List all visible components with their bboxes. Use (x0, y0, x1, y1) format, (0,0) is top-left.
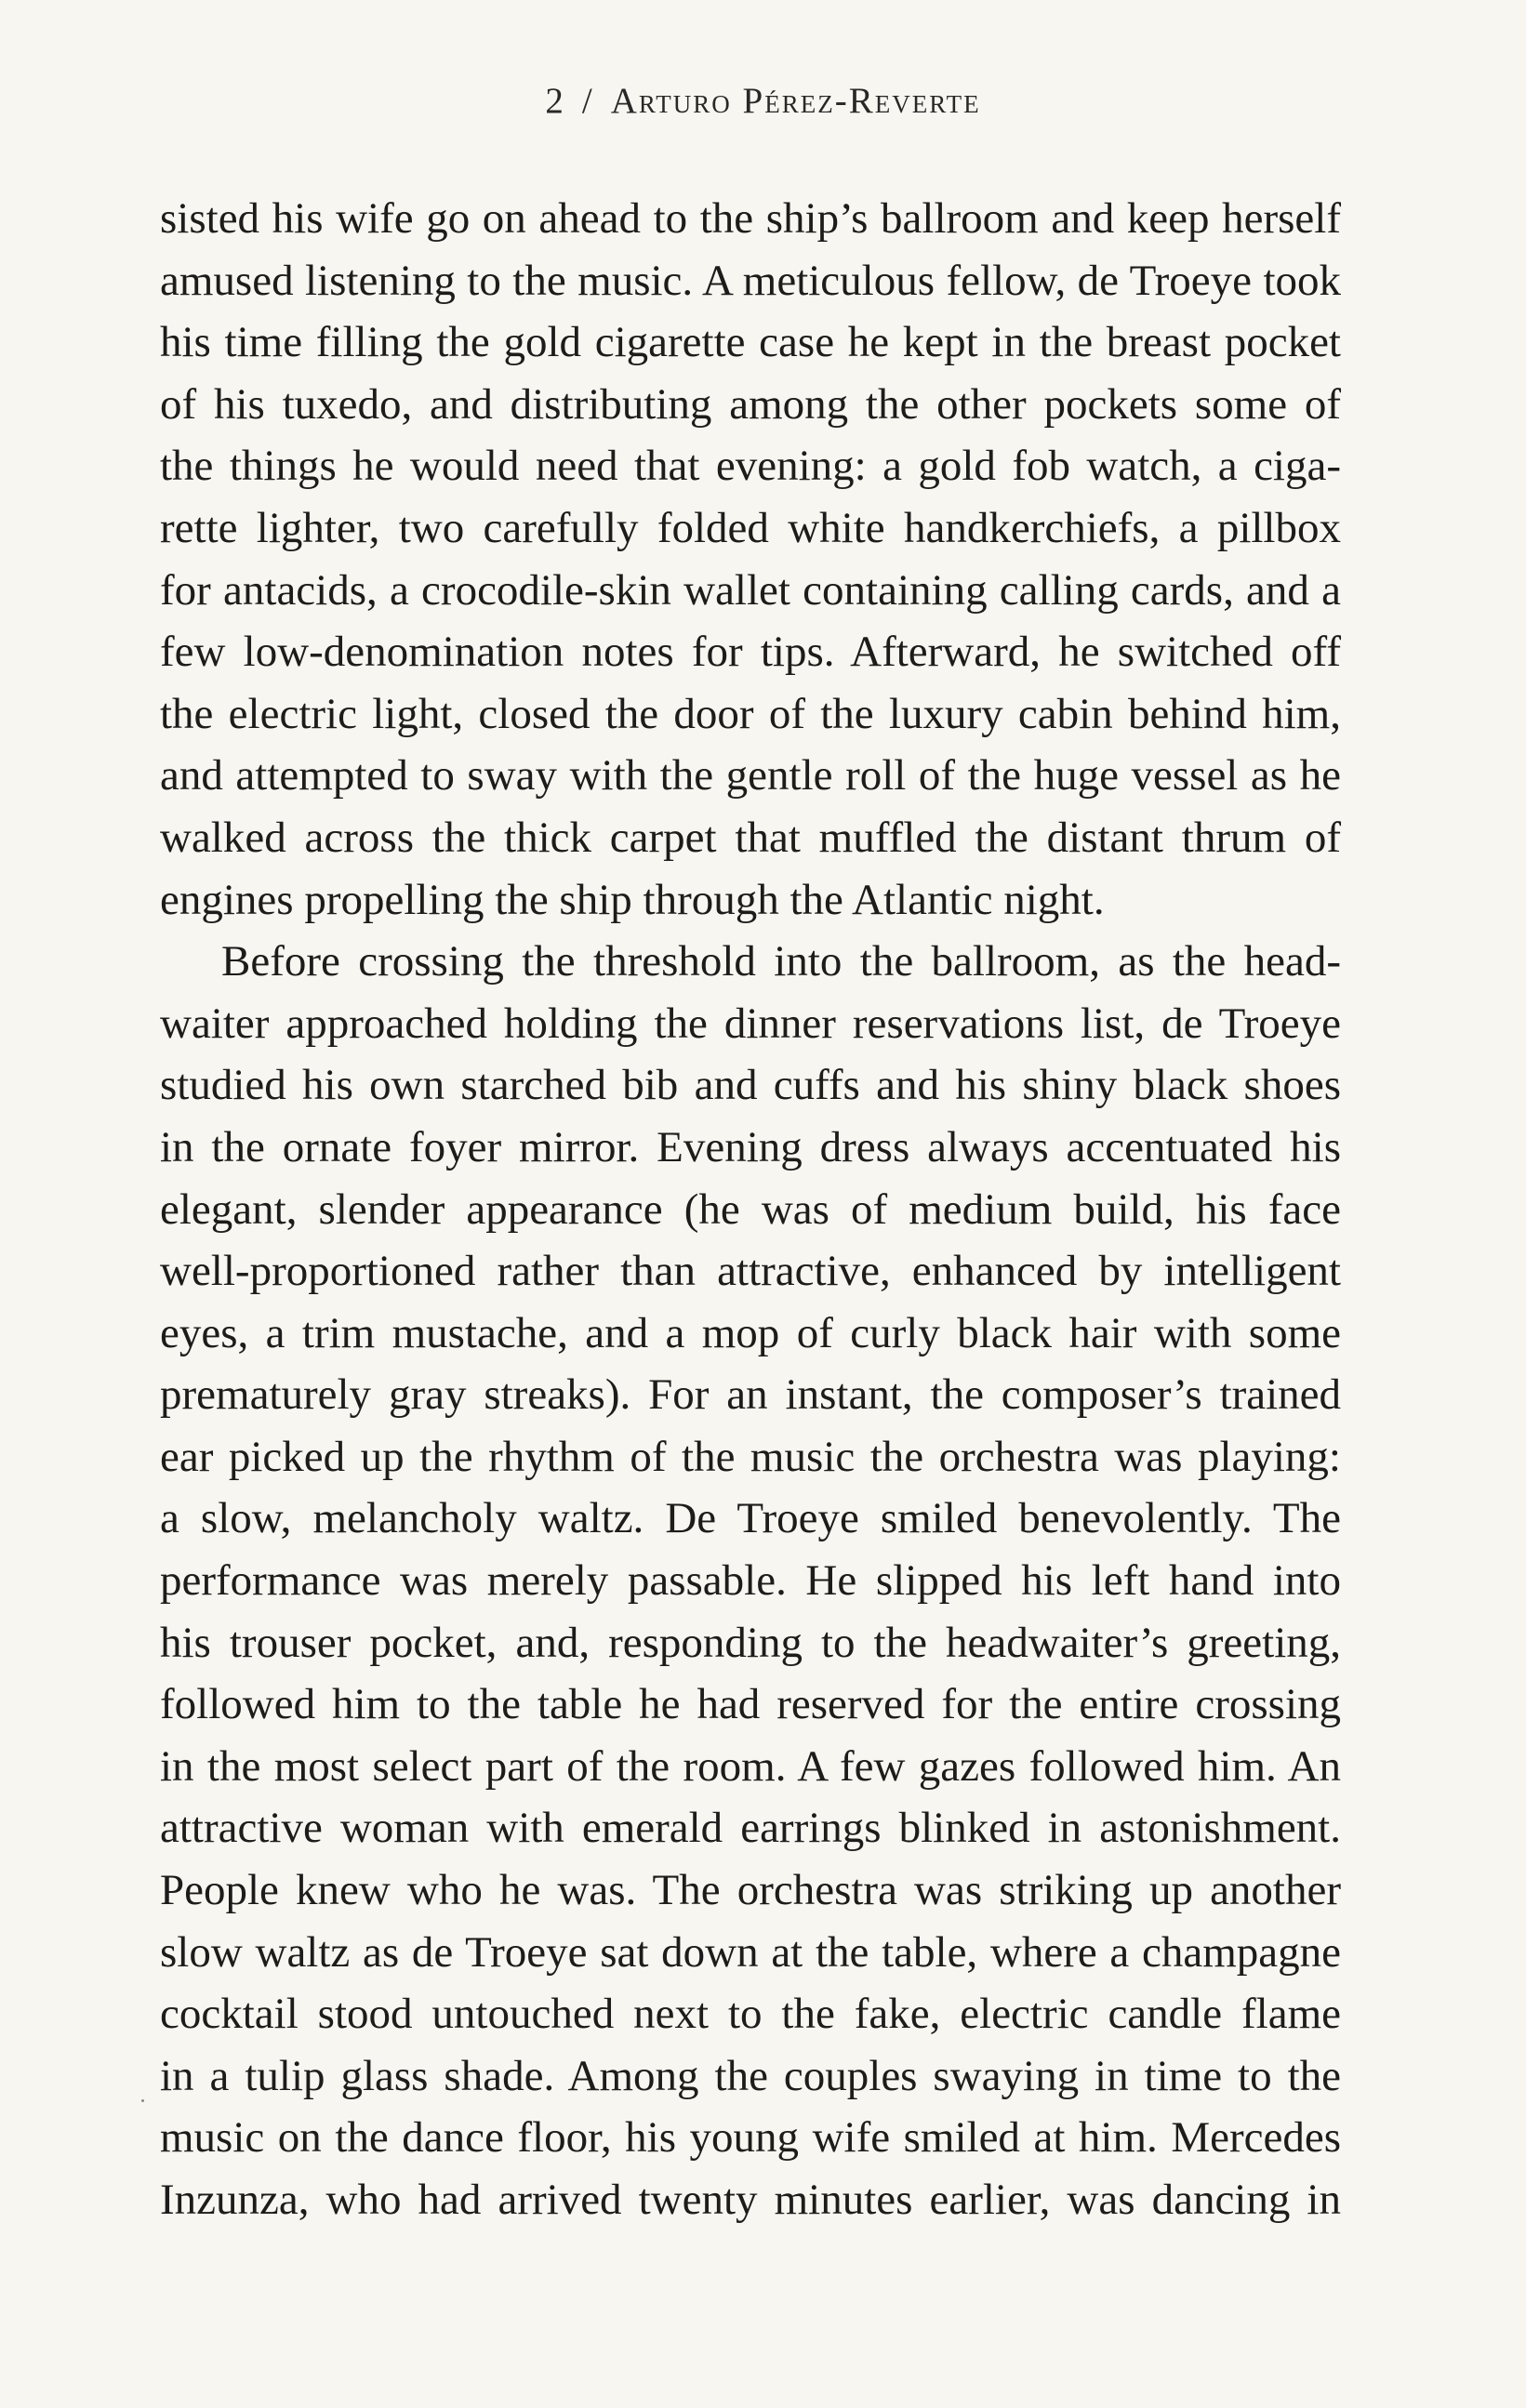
text-line: few low-denomination notes for tips. Afterward, he switched off (160, 628, 1341, 677)
text-line: his trouser pocket, and, responding to the headwaiter’s greeting, (160, 1618, 1341, 1667)
text-line: rette lighter, two carefully folded white handkerchiefs, a pillbox (160, 503, 1341, 552)
text-line: in a tulip glass shade. Among the couples swaying in time to the (160, 2051, 1341, 2100)
text-line: the things he would need that evening: a gold fob watch, a ciga- (160, 442, 1341, 491)
running-head (0, 80, 1526, 122)
paragraph-end-line: engines propelling the ship through the Atlantic night. (160, 875, 1105, 924)
text-line: ear picked up the rhythm of the music the orchestra was playing: (160, 1432, 1341, 1481)
text-line: waiter approached holding the dinner reservations list, de Troeye (160, 999, 1341, 1048)
text-line: well-proportioned rather than attractive, enhanced by intelligent (160, 1247, 1341, 1296)
header-separator: / (581, 81, 594, 121)
text-line: in the ornate foyer mirror. Evening dress always accentuated his (160, 1122, 1341, 1171)
text-line: People knew who he was. The orchestra was striking up another (160, 1866, 1341, 1915)
body-text (160, 188, 1341, 2231)
text-line: amused listening to the music. A meticulous fellow, de Troeye took (160, 256, 1341, 305)
text-line: attractive woman with emerald earrings blinked in astonishment. (160, 1804, 1341, 1853)
page-number: 2 (545, 81, 565, 121)
text-line: performance was merely passable. He slipped his left hand into (160, 1556, 1341, 1606)
text-line: walked across the thick carpet that muffled the distant thrum of (160, 813, 1341, 862)
text-line: a slow, melancholy waltz. De Troeye smiled benevolently. The (160, 1494, 1341, 1543)
text-line: sisted his wife go on ahead to the ship’s ballroom and keep herself (160, 194, 1341, 243)
text-line: for antacids, a crocodile-skin wallet containing calling cards, and a (160, 565, 1341, 615)
text-line: followed him to the table he had reserved for the entire crossing (160, 1680, 1341, 1729)
text-line: cocktail stood untouched next to the fake, electric candle flame (160, 1990, 1341, 2039)
text-line: Inzunza, who had arrived twenty minutes earlier, was dancing in (160, 2176, 1341, 2224)
text-line: of his tuxedo, and distributing among the other pockets some of (160, 379, 1341, 429)
text-line: studied his own starched bib and cuffs and his shiny black shoes (160, 1061, 1341, 1110)
text-line: his time filling the gold cigarette case he kept in the breast pocket (160, 318, 1341, 367)
text-line: in the most select part of the room. A few gazes followed him. An (160, 1741, 1341, 1791)
text-line: the electric light, closed the door of the luxury cabin behind him, (160, 689, 1341, 738)
paper-speck (141, 2099, 144, 2102)
text-line: and attempted to sway with the gentle roll of the huge vessel as he (160, 751, 1341, 800)
text-line: eyes, a trim mustache, and a mop of curly black hair with some (160, 1308, 1341, 1357)
paragraph-start-line: Before crossing the threshold into the ballroom, as the head- (221, 937, 1341, 986)
text-line: music on the dance floor, his young wife smiled at him. Mercedes (160, 2113, 1341, 2163)
author-name: Arturo Pérez-Reverte (610, 81, 981, 121)
text-line: elegant, slender appearance (he was of medium build, his face (160, 1184, 1341, 1234)
text-line: slow waltz as de Troeye sat down at the table, where a champagne (160, 1927, 1341, 1977)
text-line: prematurely gray streaks). For an instant, the composer’s trained (160, 1370, 1341, 1420)
